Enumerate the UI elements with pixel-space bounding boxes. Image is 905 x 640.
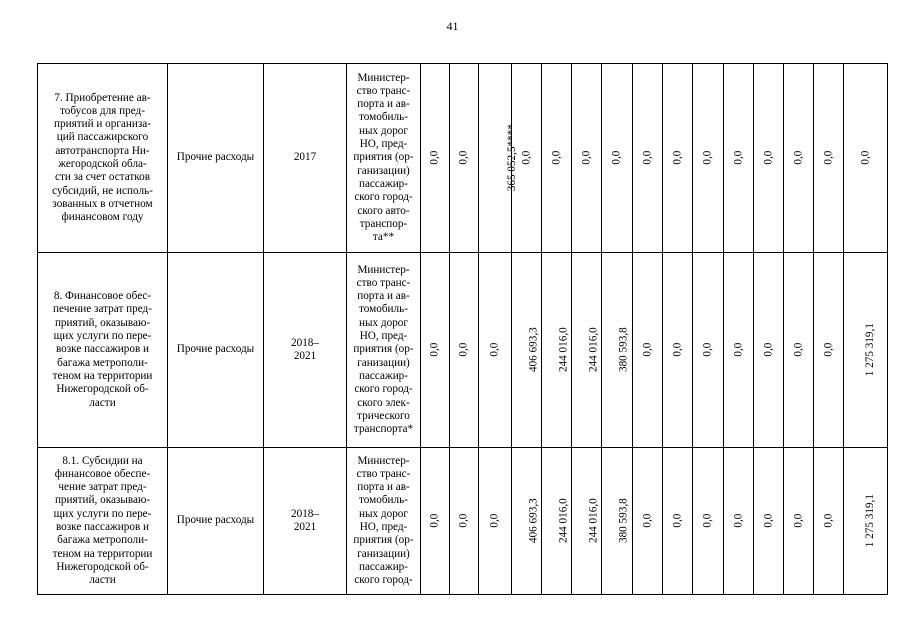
- value-text: 0,0: [858, 151, 871, 165]
- value-cell: [814, 448, 844, 595]
- value-text: 406 693,3: [527, 498, 540, 544]
- value-cell: [450, 253, 479, 448]
- value-text: 244 016,0: [587, 327, 600, 373]
- value-text: 0,0: [488, 343, 501, 357]
- value-text: 380 593,8: [617, 327, 630, 373]
- value-cell: [724, 448, 754, 595]
- value-text: 0,0: [761, 343, 774, 357]
- value-text: 0,0: [457, 151, 470, 165]
- measure-name-cell: 7. Приобретение ав- тобусов для пред- приятий и организа- ций пассажирского автотранспорта Ни- жегородской обла- сти за счет остатков субсидий, не исполь- зованных в отчетном финансовом году: [38, 64, 168, 253]
- value-text: 0,0: [428, 343, 441, 357]
- value-text: 406 693,3: [527, 327, 540, 373]
- value-cell: [633, 448, 663, 595]
- value-cell: [602, 448, 633, 595]
- value-cell: [479, 64, 518, 253]
- value-text: 0,0: [640, 151, 653, 165]
- value-cell: [784, 448, 814, 595]
- value-text: 0,0: [670, 514, 683, 528]
- page-number: 41: [446, 19, 459, 33]
- value-cell: [693, 64, 724, 253]
- value-text: 0,0: [457, 514, 470, 528]
- value-text: 0,0: [731, 514, 744, 528]
- value-text: 0,0: [488, 514, 501, 528]
- value-cell: [512, 253, 542, 448]
- expense-type-cell: Прочие расходы: [168, 253, 264, 448]
- table-row: [38, 253, 888, 448]
- value-cell: [572, 253, 602, 448]
- value-text: 0,0: [701, 514, 714, 528]
- years-cell: 2017: [264, 64, 347, 253]
- value-cell: [844, 448, 888, 595]
- value-cell: [421, 448, 450, 595]
- value-text: 0,0: [640, 514, 653, 528]
- value-cell: [479, 253, 512, 448]
- value-cell: [814, 64, 844, 253]
- value-text: 380 593,8: [617, 498, 630, 544]
- value-text: 0,0: [701, 151, 714, 165]
- value-text: 0,0: [701, 343, 714, 357]
- value-cell: [754, 64, 784, 253]
- value-cell: [572, 64, 602, 253]
- value-cell: [450, 448, 479, 595]
- budget-table: [37, 63, 888, 595]
- value-cell: [754, 448, 784, 595]
- executor-cell: Министер- ство транс- порта и ав- томобиль- ных дорог НО, пред- приятия (ор- ганизации) пассажир- ского город- ского элек- трического транспорта*: [347, 253, 421, 448]
- value-text: 0,0: [791, 343, 804, 357]
- value-text: 0,0: [761, 151, 774, 165]
- measure-name-cell: 8.1. Субсидии на финансовое обеспе- чение затрат пред- приятий, оказываю- щих услуги по пере- возке пассажиров и багажа метрополи- теном на территории Нижегородской об- ласти: [38, 448, 168, 595]
- executor-cell: Министер- ство транс- порта и ав- томобиль- ных дорог НО, пред- приятия (ор- ганизации) пассажир- ского город-: [347, 448, 421, 595]
- years-cell: 2018– 2021: [264, 448, 347, 595]
- value-cell: [450, 64, 479, 253]
- value-cell: [663, 448, 693, 595]
- value-text: 1 275 319,1: [863, 494, 876, 548]
- value-cell: [542, 253, 572, 448]
- value-text: 0,0: [670, 343, 683, 357]
- value-text: 0,0: [640, 343, 653, 357]
- value-text: 0,0: [791, 514, 804, 528]
- value-cell: [784, 64, 814, 253]
- value-cell: [633, 253, 663, 448]
- table-row: [38, 448, 888, 595]
- value-text: 244 016,0: [557, 498, 570, 544]
- value-text: 365 052,5****: [505, 124, 518, 192]
- value-cell: [602, 253, 633, 448]
- value-cell: [421, 253, 450, 448]
- value-text: 0,0: [610, 151, 623, 165]
- value-cell: [512, 448, 542, 595]
- executor-cell: Министер- ство транс- порта и ав- томобиль- ных дорог НО, пред- приятия (ор- ганизации) пассажир- ского город- ского авто- транспор- та**: [347, 64, 421, 253]
- value-text: 0,0: [428, 514, 441, 528]
- value-text: 0,0: [731, 343, 744, 357]
- value-cell: [542, 448, 572, 595]
- value-cell: [572, 448, 602, 595]
- value-text: 0,0: [549, 151, 562, 165]
- value-text: 244 016,0: [557, 327, 570, 373]
- value-cell: [663, 64, 693, 253]
- value-text: 0,0: [519, 151, 532, 165]
- value-cell: [724, 253, 754, 448]
- value-cell: [479, 448, 512, 595]
- table-row: [38, 64, 888, 253]
- value-cell: [421, 64, 450, 253]
- value-text: 0,0: [821, 343, 834, 357]
- value-cell: [724, 64, 754, 253]
- value-text: 244 016,0: [587, 498, 600, 544]
- value-text: 0,0: [579, 151, 592, 165]
- value-text: 0,0: [428, 151, 441, 165]
- value-text: 0,0: [761, 514, 774, 528]
- value-cell: [542, 64, 572, 253]
- value-cell: [754, 253, 784, 448]
- measure-name-cell: 8. Финансовое обес- печение затрат пред- приятий, оказываю- щих услуги по пере- возке пассажиров и багажа метрополи- теном на территории Нижегородской об- ласти: [38, 253, 168, 448]
- value-cell: [814, 253, 844, 448]
- value-text: 0,0: [791, 151, 804, 165]
- value-cell: [844, 64, 888, 253]
- years-cell: 2018– 2021: [264, 253, 347, 448]
- value-text: 0,0: [731, 151, 744, 165]
- expense-type-cell: Прочие расходы: [168, 448, 264, 595]
- value-cell: [663, 253, 693, 448]
- value-cell: [693, 253, 724, 448]
- value-cell: [693, 448, 724, 595]
- value-text: 0,0: [821, 514, 834, 528]
- value-cell: [844, 253, 888, 448]
- value-cell: [602, 64, 633, 253]
- value-text: 0,0: [821, 151, 834, 165]
- value-cell: [784, 253, 814, 448]
- expense-type-cell: Прочие расходы: [168, 64, 264, 253]
- value-text: 0,0: [670, 151, 683, 165]
- value-cell: [633, 64, 663, 253]
- value-text: 0,0: [457, 343, 470, 357]
- value-text: 1 275 319,1: [863, 323, 876, 377]
